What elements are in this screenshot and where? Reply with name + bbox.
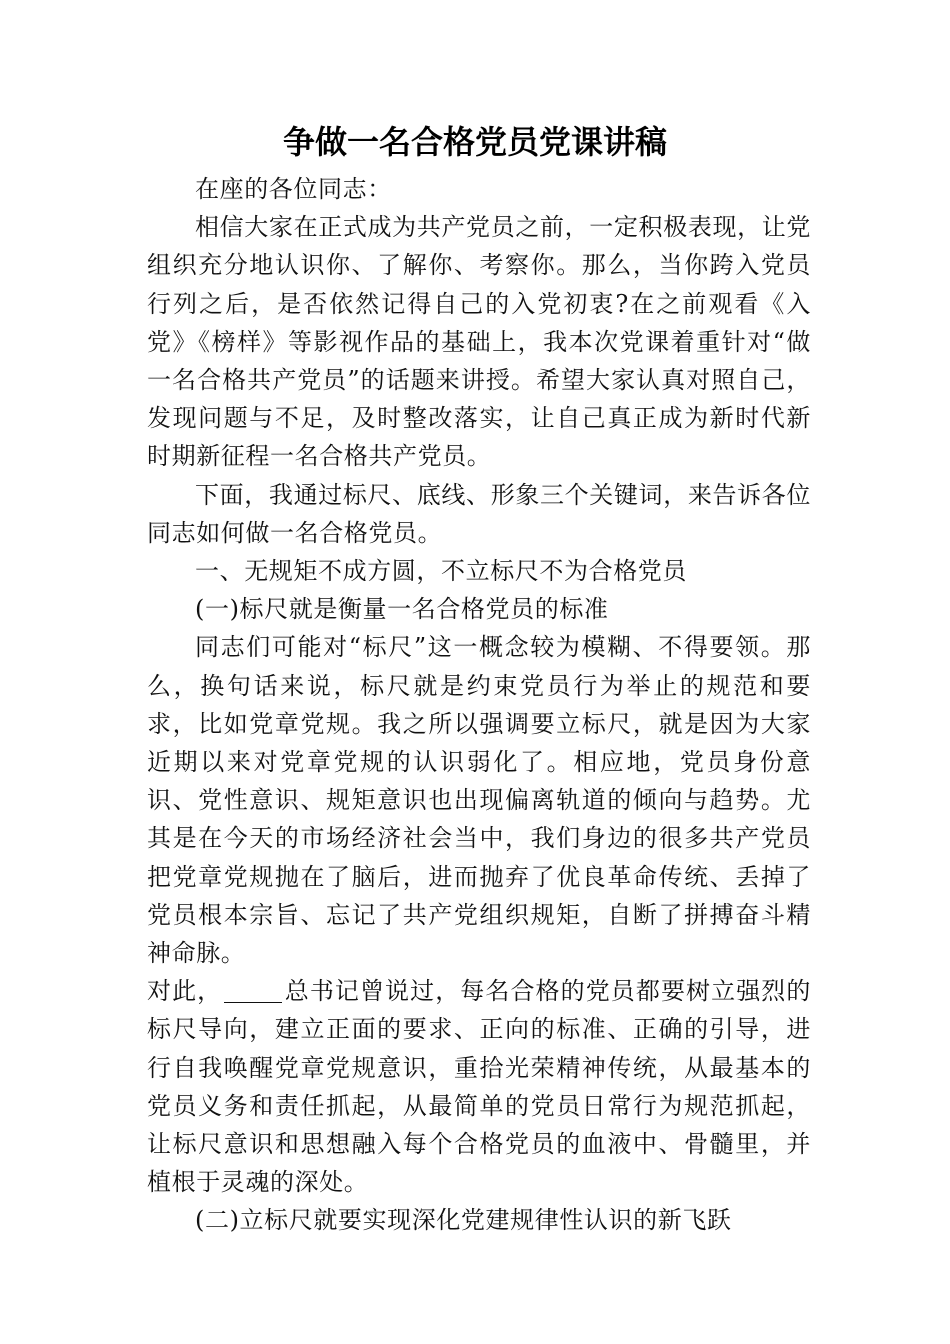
salutation: 在座的各位同志： bbox=[195, 175, 392, 203]
blank-underline bbox=[224, 978, 282, 1003]
body-paragraph-quote bbox=[147, 972, 811, 1201]
quote-lead: 对此， bbox=[147, 977, 223, 1006]
subsection-heading-1: (一)标尺就是衡量一名合格党员的标准 bbox=[195, 595, 609, 624]
document-body bbox=[147, 170, 811, 1240]
intro-paragraph: 相信大家在正式成为共产党员之前，一定积极表现，让党组织充分地认识你、了解你、考察你。那么，当你跨入党员行列之后，是否依然记得自己的入党初衷?在之前观看《入党》《榜样》等影视作品的基础上，我本次党课着重针对“做一名合格共产党员”的话题来讲授。希望大家认真对照自己，发现问题与不足，及时整改落实，让自己真正成为新时代新时期新征程一名合格共产党员。 bbox=[147, 213, 811, 471]
body-paragraph-standard: 同志们可能对“标尺”这一概念较为模糊、不得要领。那么，换句话来说，标尺就是约束党员行为举止的规范和要求，比如党章党规。我之所以强调要立标尺，就是因为大家近期以来对党章党规的认识弱化了。相应地，党员身份意识、党性意识、规矩意识也出现偏离轨道的倾向与趋势。尤其是在今天的市场经济社会当中，我们身边的很多共产党员把党章党规抛在了脑后，进而抛弃了优良革命传统、丢掉了党员根本宗旨、忘记了共产党组织规矩，自断了拼搏奋斗精神命脉。 bbox=[147, 633, 811, 968]
overview-paragraph: 下面，我通过标尺、底线、形象三个关键词，来告诉各位同志如何做一名合格党员。 bbox=[147, 480, 811, 547]
document-title: 争做一名合格党员党课讲稿 bbox=[282, 123, 667, 161]
section-heading-1: 一、无规矩不成方圆，不立标尺不为合格党员 bbox=[195, 557, 687, 586]
subsection-heading-2: (二)立标尺就要实现深化党建规律性认识的新飞跃 bbox=[195, 1206, 732, 1235]
quote-rest: 总书记曾说过，每名合格的党员都要树立强烈的标尺导向，建立正面的要求、正向的标准、正确的引导，进行自我唤醒党章党规意识，重拾光荣精神传统，从最基本的党员义务和责任抓起，从最简单的党员日常行为规范抓起，让标尺意识和思想融入每个合格党员的血液中、骨髓里，并植根于灵魂的深处。 bbox=[147, 977, 811, 1197]
